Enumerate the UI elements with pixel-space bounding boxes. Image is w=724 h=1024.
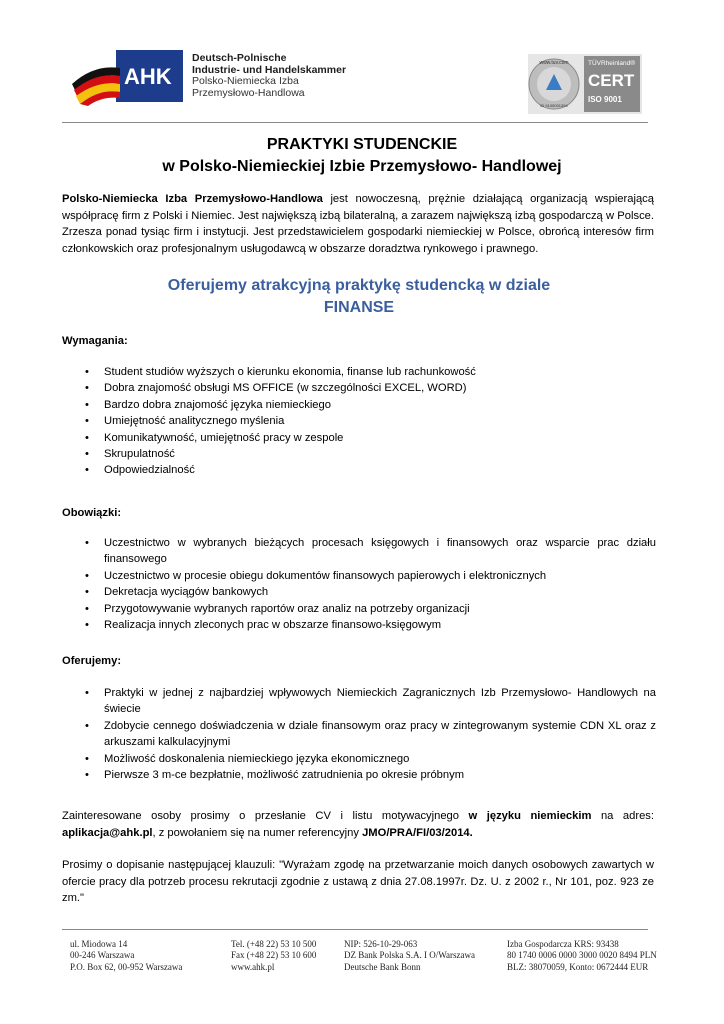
seal-id: ID 9105031394 bbox=[540, 103, 568, 108]
bullet-icon: • bbox=[85, 752, 89, 765]
list-item: • Uczestnictwo w procesie obiegu dokumentów finansowych papierowych i elektronicznych bbox=[62, 568, 656, 584]
duties-heading: Obowiązki: bbox=[62, 507, 122, 519]
ahk-logo-text: AHK bbox=[124, 64, 172, 89]
chamber-line: Deutsch-Polnische bbox=[192, 52, 287, 64]
list-item: • Dekretacja wyciągów bankowych bbox=[62, 584, 656, 600]
footer-phone: Tel. (+48 22) 53 10 500 Fax (+48 22) 53 10 600 www.ahk.pl bbox=[231, 939, 317, 972]
ahk-flag-logo bbox=[66, 46, 183, 106]
cert-brand: TÜVRheinland® bbox=[588, 60, 636, 67]
we-offer-list bbox=[62, 685, 656, 783]
list-item: • Praktyki w jednej z najbardziej wpływowych Niemieckich Zagranicznych Izb Przemysłowo- Handlowych na świecie bbox=[85, 687, 656, 716]
footer-bank: NIP: 526-10-29-063 DZ Bank Polska S.A. I O/Warszawa Deutsche Bank Bonn bbox=[344, 939, 476, 972]
intro-text: jest nowoczesną, prężnie działającą organizacją wspierającą współpracę firm z Polski i Niemiec. Jest największą izbą bilateralną, a zarazem największą izbą gospodarczą w Polsce. Zrzesza ponad tysiąc firm i instytucji. Jest przedstawicielem gospodarki niemieckiej w Polsce, obrońcą interesów firm członkowskich oraz profesjonalnym usługodawcą w obszarze doradztwa rynkowego i prawnego. bbox=[62, 193, 654, 255]
bullet-icon: • bbox=[85, 619, 89, 632]
list-item: • Przygotowywanie wybranych raportów oraz analiz na potrzeby organizacji bbox=[62, 601, 656, 617]
list-item: • Możliwość doskonalenia niemieckiego języka ekonomicznego bbox=[62, 751, 656, 767]
list-item: • Uczestnictwo w wybranych bieżących procesach księgowych i finansowych oraz wsparcie prac działu finansowego bbox=[85, 537, 656, 566]
we-offer-heading: Oferujemy: bbox=[62, 655, 122, 667]
tuv-cert-logo bbox=[528, 54, 642, 114]
cert-label: CERT bbox=[588, 71, 635, 90]
footer-accounts: Izba Gospodarcza KRS: 93438 80 1740 0006 0000 3000 0020 8494 PLN BLZ: 38070059, Konto: 0672444 EUR bbox=[507, 939, 657, 972]
footer-divider bbox=[62, 929, 648, 930]
header-divider bbox=[62, 122, 648, 123]
offer-headline: Oferujemy atrakcyjną praktykę studencką w dziale bbox=[167, 277, 551, 294]
footer-address: ul. Miodowa 14 00-246 Warszawa P.O. Box 62, 00-952 Warszawa bbox=[70, 939, 183, 972]
bullet-icon: • bbox=[85, 586, 89, 599]
list-item: • Dobra znajomość obsługi MS OFFICE (w szczególności EXCEL, WORD) bbox=[62, 380, 656, 396]
consent-clause-paragraph: Prosimy o dopisanie następującej klauzuli: "Wyrażam zgodę na przetwarzanie moich danych osobowych zawartych w ofercie pracy dla potrzeb procesu rekrutacji zgodnie z ustawą z dnia 27.08.1997r. Dz. U. z 2002 r., Nr 101, poz. 923 ze zm." bbox=[62, 859, 654, 905]
bullet-icon: • bbox=[85, 398, 89, 411]
bullet-icon: • bbox=[85, 431, 89, 444]
chamber-line: Polsko-Niemiecka Izba bbox=[192, 75, 299, 88]
bullet-icon: • bbox=[85, 366, 89, 378]
list-item: • Bardzo dobra znajomość języka niemieckiego bbox=[62, 397, 656, 413]
bullet-icon: • bbox=[85, 769, 89, 782]
list-item: • Student studiów wyższych o kierunku ekonomia, finanse lub rachunkowość bbox=[62, 364, 656, 380]
bullet-icon: • bbox=[85, 569, 89, 582]
requirements-list bbox=[62, 364, 656, 479]
duties-list bbox=[62, 535, 656, 633]
bullet-icon: • bbox=[85, 687, 89, 699]
intro-org-name: Polsko-Niemiecka Izba Przemysłowo-Handlowa bbox=[62, 193, 323, 205]
list-item: • Skrupulatność bbox=[62, 446, 656, 462]
list-item: • Realizacja innych zleconych prac w obszarze finansowo-księgowym bbox=[62, 617, 656, 633]
bullet-icon: • bbox=[85, 719, 89, 732]
chamber-name bbox=[192, 53, 346, 99]
application-email-link[interactable]: aplikacja@ahk.pl bbox=[62, 826, 153, 839]
requirements-heading: Wymagania: bbox=[62, 335, 128, 347]
page-subtitle: w Polsko-Niemieckiej Izbie Przemysłowo- Handlowej bbox=[162, 158, 562, 175]
page-title: PRAKTYKI STUDENCKIE bbox=[266, 136, 458, 153]
list-item: • Pierwsze 3 m-ce bezpłatnie, możliwość zatrudnienia po okresie próbnym bbox=[62, 767, 656, 783]
contact-paragraph: Zainteresowane osoby prosimy o przesłanie CV i listu motywacyjnego w języku niemieckim na adres: aplikacja@ahk.pl, z powołaniem się na numer referencyjny JMO/PRA/FI/03/2014. bbox=[62, 810, 654, 839]
list-item: • Komunikatywność, umiejętność pracy w zespole bbox=[62, 430, 656, 446]
seal-url: www.tuv.com bbox=[539, 60, 569, 66]
list-item: • Umiejętność analitycznego myślenia bbox=[62, 413, 656, 429]
bullet-icon: • bbox=[85, 415, 89, 428]
chamber-line: Industrie- und Handelskammer bbox=[192, 63, 347, 76]
website-link[interactable]: www.ahk.pl bbox=[231, 961, 275, 972]
list-item: • Odpowiedzialność bbox=[62, 462, 656, 478]
reference-number: JMO/PRA/FI/03/2014. bbox=[362, 826, 473, 839]
bullet-icon: • bbox=[85, 464, 89, 477]
intro-paragraph bbox=[62, 191, 654, 257]
offer-department: FINANSE bbox=[323, 299, 395, 316]
list-item: • Zdobycie cennego doświadczenia w dziale finansowym oraz pracy w zintegrowanym systemie CDN XL oraz z arkuszami kalkulacyjnymi bbox=[85, 719, 656, 749]
bullet-icon: • bbox=[85, 537, 89, 549]
cert-standard: ISO 9001 bbox=[588, 95, 622, 104]
bullet-icon: • bbox=[85, 382, 89, 395]
bullet-icon: • bbox=[85, 602, 89, 615]
bullet-icon: • bbox=[85, 448, 89, 461]
chamber-line: Przemysłowo-Handlowa bbox=[192, 86, 305, 99]
letterhead bbox=[62, 44, 648, 116]
